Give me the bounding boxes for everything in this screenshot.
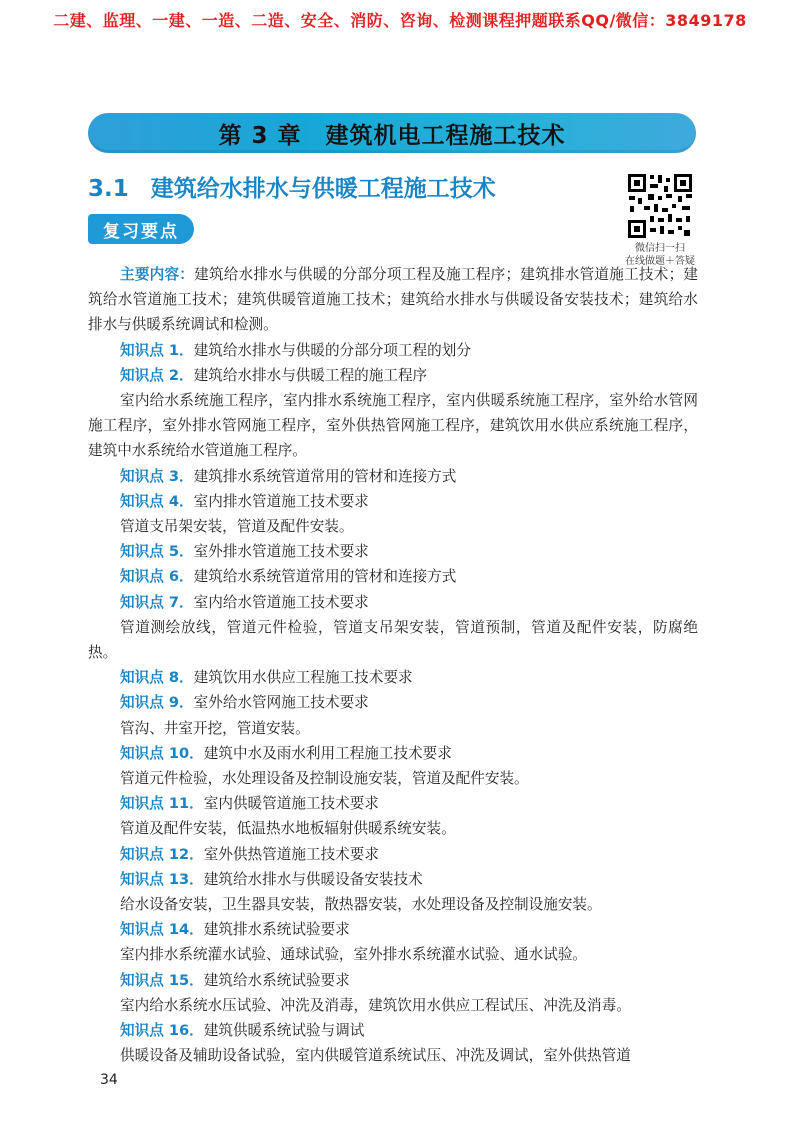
qr-code-graphic xyxy=(626,172,694,240)
knowledge-point-body: 室内给水系统施工程序，室内排水系统施工程序，室内供暖系统施工程序，室外给水管网施工程序，室外排水管网施工程序，室外供热管网施工程序，建筑饮用水供应系统施工程序，建筑中水系统给水管道施工程序。 xyxy=(88,392,698,460)
page-number: 34 xyxy=(100,1072,118,1088)
knowledge-point-label: 知识点 15． xyxy=(120,971,204,989)
knowledge-point-label: 知识点 4． xyxy=(120,492,194,510)
knowledge-point-body: 供暖设备及辅助设备试验，室内供暖管道系统试压、冲洗及调试，室外供热管道 xyxy=(120,1047,631,1065)
promo-banner-top: 二建、监理、一建、一造、二造、安全、消防、咨询、检测课程押题联系QQ/微信：3849178 xyxy=(53,11,747,30)
knowledge-point-title: 室内给水管道施工技术要求 xyxy=(193,593,369,611)
knowledge-point-label: 知识点 14． xyxy=(120,921,204,939)
knowledge-point-title: 建筑给水排水与供暖工程的施工程序 xyxy=(193,366,428,384)
review-points-badge: 复习要点 xyxy=(88,214,194,244)
knowledge-point-12 xyxy=(88,842,698,867)
chapter-banner xyxy=(88,113,696,153)
knowledge-point-label: 知识点 7． xyxy=(120,593,194,611)
knowledge-point-body: 管道元件检验，水处理设备及控制设施安装，管道及配件安装。 xyxy=(120,770,529,788)
knowledge-point-title: 室外供热管道施工技术要求 xyxy=(203,845,379,863)
knowledge-point-label: 知识点 1． xyxy=(120,341,194,359)
knowledge-point-body: 管沟、井室开挖，管道安装。 xyxy=(120,719,310,737)
knowledge-point-body: 管道及配件安装，低温热水地板辐射供暖系统安装。 xyxy=(120,820,456,838)
knowledge-point-title: 建筑排水系统试验要求 xyxy=(203,921,350,939)
knowledge-point-body: 室内排水系统灌水试验、通球试验，室外排水系统灌水试验、通水试验。 xyxy=(120,946,588,964)
knowledge-point-16 xyxy=(88,1018,698,1043)
knowledge-point-title: 建筑中水及雨水利用工程施工技术要求 xyxy=(203,744,452,762)
chapter-title: 第 3 章 建筑机电工程施工技术 xyxy=(218,122,566,149)
knowledge-point-label: 知识点 9． xyxy=(120,694,194,712)
knowledge-point-body: 给水设备安装，卫生器具安装，散热器安装，水处理设备及控制设施安装。 xyxy=(120,896,602,914)
knowledge-point-body: 管道支吊架安装，管道及配件安装。 xyxy=(120,518,354,536)
knowledge-point-label: 知识点 11． xyxy=(120,795,204,813)
knowledge-point-15 xyxy=(88,968,698,993)
knowledge-point-4 xyxy=(88,489,698,514)
knowledge-point-10 xyxy=(88,741,698,766)
knowledge-point-title: 室内排水管道施工技术要求 xyxy=(193,492,369,510)
knowledge-point-label: 知识点 5． xyxy=(120,543,194,561)
knowledge-point-14 xyxy=(88,917,698,942)
knowledge-point-5 xyxy=(88,539,698,564)
knowledge-point-13 xyxy=(88,867,698,892)
knowledge-point-title: 建筑给水排水与供暖设备安装技术 xyxy=(203,870,423,888)
main-content-label: 主要内容： xyxy=(120,266,195,283)
knowledge-point-title: 建筑饮用水供应工程施工技术要求 xyxy=(193,669,413,687)
main-content-text: 建筑给水排水与供暖的分部分项工程及施工程序；建筑排水管道施工技术；建筑给水管道施工技术；建筑供暖管道施工技术；建筑给水排水与供暖设备安装技术；建筑给水排水与供暖系统调试和检测。 xyxy=(88,266,698,334)
knowledge-point-body: 管道测绘放线，管道元件检验，管道支吊架安装，管道预制，管道及配件安装，防腐绝热。 xyxy=(88,618,698,662)
knowledge-point-title: 室外排水管道施工技术要求 xyxy=(193,543,369,561)
knowledge-point-label: 知识点 16． xyxy=(120,1022,204,1040)
knowledge-point-title: 室外给水管网施工技术要求 xyxy=(193,694,369,712)
knowledge-point-label: 知识点 13． xyxy=(120,870,204,888)
knowledge-point-label: 知识点 10． xyxy=(120,744,204,762)
section-number: 3.1 xyxy=(88,176,129,202)
knowledge-point-7 xyxy=(88,590,698,615)
qr-code-icon[interactable] xyxy=(626,172,694,240)
knowledge-point-list xyxy=(88,338,698,1069)
knowledge-point-title: 建筑给水排水与供暖的分部分项工程的划分 xyxy=(193,341,471,359)
knowledge-point-label: 知识点 8． xyxy=(120,669,194,687)
knowledge-point-3 xyxy=(88,464,698,489)
knowledge-point-title: 建筑给水系统管道常用的管材和连接方式 xyxy=(193,568,457,586)
knowledge-point-label: 知识点 12． xyxy=(120,845,204,863)
section-title: 建筑给水排水与供暖工程施工技术 xyxy=(150,176,496,202)
knowledge-point-9 xyxy=(88,690,698,715)
knowledge-point-title: 建筑给水系统试验要求 xyxy=(203,971,350,989)
section-heading xyxy=(88,170,496,203)
qr-caption-line2: 在线做题＋答疑 xyxy=(625,256,695,267)
main-content-paragraph xyxy=(88,262,698,338)
knowledge-point-6 xyxy=(88,564,698,589)
main-content xyxy=(88,262,698,1069)
knowledge-point-8 xyxy=(88,665,698,690)
knowledge-point-title: 建筑排水系统管道常用的管材和连接方式 xyxy=(193,467,457,485)
knowledge-point-body: 室内给水系统水压试验、冲洗及消毒，建筑饮用水供应工程试压、冲洗及消毒。 xyxy=(120,996,631,1014)
knowledge-point-label: 知识点 6． xyxy=(120,568,194,586)
knowledge-point-title: 建筑供暖系统试验与调试 xyxy=(203,1022,365,1040)
knowledge-point-2 xyxy=(88,363,698,388)
knowledge-point-11 xyxy=(88,791,698,816)
knowledge-point-1 xyxy=(88,338,698,363)
knowledge-point-title: 室内供暖管道施工技术要求 xyxy=(203,795,379,813)
knowledge-point-label: 知识点 2． xyxy=(120,366,194,384)
knowledge-point-label: 知识点 3． xyxy=(120,467,194,485)
qr-caption-line1: 微信扫一扫 xyxy=(635,243,685,254)
